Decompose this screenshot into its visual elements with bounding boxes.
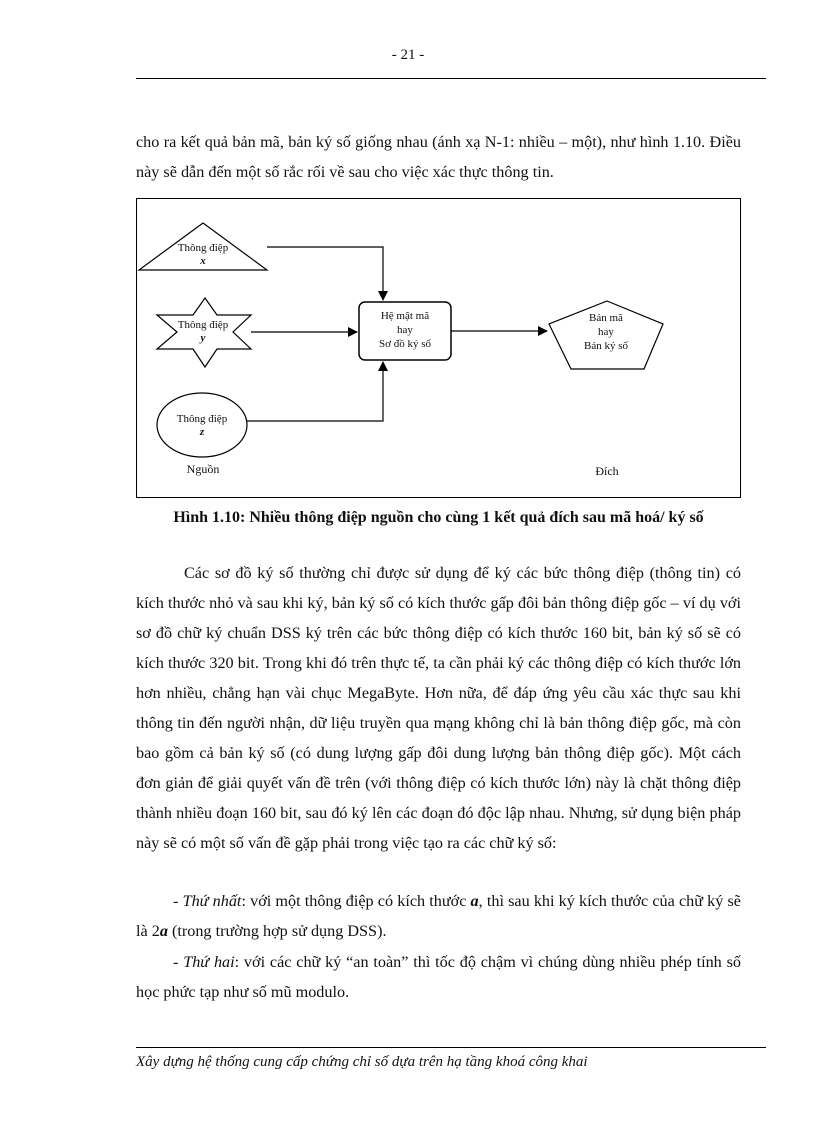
list-item-first-lead: -	[173, 892, 183, 910]
source-region-label: Nguồn	[186, 462, 220, 476]
figure-diagram	[136, 198, 741, 498]
list-item-first-var-a: a	[470, 892, 479, 910]
list-item-first-text-a: : với một thông điệp có kích thước	[241, 892, 471, 910]
figure-caption: Hình 1.10: Nhiều thông điệp nguồn cho cùng 1 kết quả đích sau mã hoá/ ký số	[173, 509, 704, 526]
footer-text: Xây dựng hệ thống cung cấp chứng chỉ số dựa trên hạ tầng khoá công khai	[136, 1054, 588, 1070]
source-x-var: x	[200, 255, 206, 267]
arrow-x-to-process	[267, 247, 383, 300]
source-z-label: Thông điệp	[176, 413, 228, 425]
process-line-1: Hệ mật mã	[380, 310, 430, 322]
list-item-second-text-a: : với các chữ ký “an toàn” thì tốc độ chậm vì chúng dùng nhiều phép tính số học phức tạp như số mũ modulo.	[136, 953, 741, 1001]
list-item-first-var-b: a	[159, 922, 168, 940]
source-z-var: z	[199, 426, 205, 438]
page-number: - 21 -	[391, 47, 425, 63]
process-line-3: Sơ đồ ký số	[379, 338, 431, 350]
list-item-first-text-c: (trong trường hợp sử dụng DSS).	[167, 922, 387, 940]
output-line-2: hay	[598, 326, 614, 338]
footer-divider	[136, 1047, 766, 1048]
source-y-var: y	[200, 332, 206, 344]
process-line-2: hay	[397, 324, 413, 336]
source-z-circle	[157, 393, 247, 457]
arrow-z-to-process	[247, 362, 383, 421]
body-paragraph: Các sơ đồ ký số thường chỉ được sử dụng để ký các bức thông điệp (thông tin) có kích thước nhỏ và sau khi ký, bản ký số có kích thước gấp đôi bản thông điệp gốc – ví dụ với sơ đồ chữ ký chuẩn DSS ký trên các bức thông điệp có kích thước 160 bit, bản ký số sẽ có kích thước 320 bit. Trong khi đó trên thực tế, ta cần phải ký các thông điệp có kích thước lớn hơn nhiều, chẳng hạn vài chục MegaByte. Hơn nữa, để đáp ứng yêu cầu xác thực sau khi thông tin đến người nhận, dữ liệu truyền qua mạng không chỉ là bản thông điệp gốc, mà còn bao gồm cả bản ký số (có dung lượng gấp đôi dung lượng bản thông điệp gốc). Một cách đơn giản để giải quyết vấn đề trên (với thông điệp có kích thước lớn) này là chặt thông điệp thành nhiều đoạn 160 bit, sau đó ký lên các đoạn đó độc lập nhau. Nhưng, sử dụng biện pháp này sẽ có một số vấn đề gặp phải trong việc tạo ra các chữ ký số:	[136, 564, 741, 852]
target-region-label: Đích	[595, 464, 619, 478]
header-divider	[136, 78, 766, 79]
list-item-first-term: Thứ nhất	[182, 892, 242, 910]
list-item-second-term: Thứ hai	[183, 953, 235, 971]
intro-paragraph: cho ra kết quả bản mã, bản ký số giống nhau (ánh xạ N-1: nhiều – một), như hình 1.10. Điều này sẽ dẫn đến một số rắc rối về sau cho việc xác thực thông tin.	[136, 133, 741, 181]
list-item-first	[136, 886, 741, 946]
source-x-label: Thông điệp	[177, 242, 229, 254]
list-item-second-lead: -	[173, 953, 184, 971]
list-item-second	[136, 947, 741, 1007]
output-line-1: Bản mã	[589, 312, 623, 324]
output-line-3: Bản ký số	[584, 340, 628, 352]
list-item-first-text-b: , thì sau khi ký kích thước của chữ ký sẽ là 2	[136, 892, 741, 940]
source-y-label: Thông điệp	[177, 319, 229, 331]
